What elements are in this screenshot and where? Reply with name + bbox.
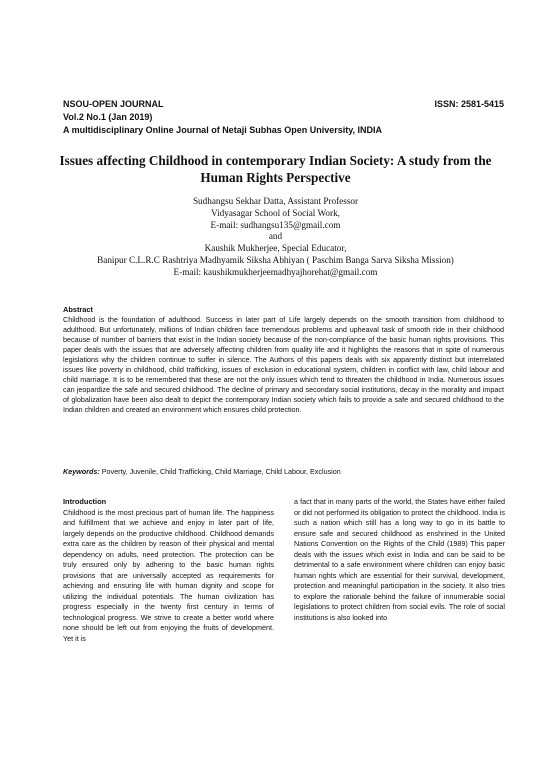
- author-1-name: Sudhangsu Sekhar Datta, Assistant Professor: [192, 196, 359, 206]
- title-line-2: Human Rights Perspective: [200, 170, 351, 185]
- keywords-line: [63, 467, 504, 476]
- keywords-label: Keywords:: [63, 467, 100, 476]
- journal-description: A multidisciplinary Online Journal of Netaji Subhas Open University, INDIA: [63, 125, 383, 135]
- author-conjunction: and: [268, 231, 283, 242]
- body-column-left: [63, 497, 274, 644]
- body-column-right: [294, 497, 505, 623]
- introduction-text-right: a fact that in many parts of the world, the States have either failed or did not performed its obligation to protect the childhood. India is such a nation which still has a long way to go in its battle to ensure safe and secured childhood as enshrined in the United Nations Convention on the Rights of the Child (1989) This paper deals with the issues which exist in India and can be said to be detrimental to a safe environment where children can enjoy basic human rights which are essential for their survival, development, protection and meaningful participation in the society. It also tries to explore the rationale behind the failure of innumerable social legislations to protect children from social evils. The role of social institutions is also looked into: [294, 497, 505, 622]
- journal-issn: ISSN: 2581-5415: [434, 99, 504, 109]
- journal-name: NSOU-OPEN JOURNAL: [63, 99, 164, 109]
- abstract-heading: Abstract: [63, 305, 93, 314]
- introduction-text-left: Childhood is the most precious part of human life. The happiness and fulfillment that we achieve and enjoy in later part of life, largely depends on the productive childhood. Childhood demands extra care as the children by reason of their physical and mental dependency on adults, need protection. The protection can be truly ensured only by adhering to the basic human rights provisions that are universally accepted as requirements for achieving and ensuring life with human dignity and scope for utilizing the individual potentials. The human civilization has progress especially in the twenty first century in terms of technological progress. We strive to create a better world where none should be left out from enjoying the fruits of development. Yet it is: [63, 507, 274, 643]
- abstract-section: [63, 305, 504, 416]
- journal-header: [63, 98, 504, 137]
- keywords-text: Poverty, Juvenile, Child Trafficking, Child Marriage, Child Labour, Exclusion: [101, 467, 341, 476]
- author-1-affiliation: Vidyasagar School of Social Work,: [211, 207, 340, 218]
- introduction-heading: Introduction: [63, 497, 107, 506]
- author-1-email: E-mail: sudhangsu135@gmail.com: [210, 219, 341, 230]
- author-2-name: Kaushik Mukherjee, Special Educator,: [204, 243, 347, 254]
- author-block: [40, 196, 511, 279]
- journal-volume: Vol.2 No.1 (Jan 2019): [63, 112, 153, 122]
- author-2-affiliation: Banipur C.L.R.C Rashtriya Madhyamik Siksha Abhiyan ( Paschim Banga Sarva Siksha Mission): [97, 254, 454, 265]
- abstract-text: Childhood is the foundation of adulthood. Success in later part of Life largely depends on the smooth transition from childhood to adulthood. But unfortunately, millions of Indian children face tremendous problems and upheaval task of smooth ride in their childhood because of number of barriers that exist in the Indian society because of the non-compliance of the basic human rights provisions. This paper deals with the issues that are adversely affecting children from quality life and it highlights the reasons that in spite of numerous legislations why the children continue to suffer in silence. The Authors of this papers deals with six apparently distinct but interrelated issues like poverty in childhood, child trafficking, issues of exclusion in educational system, children in conflict with law, child labour and child marriage. It is to be remembered that these are not the only issues which tend to threaten the childhood in India. Numerous issues can jeopardize the safe and secured childhood. The decline of primary and secondary social institutions, decay in the morality and impact of globalization have been also dealt to depict the contemporary Indian society which fails to provide a safe and secured childhood to the Indian children and created an environment which ensures child protection.: [63, 315, 504, 415]
- author-2-email: E-mail: kaushikmukherjeemadhyajhorehat@gmail.com: [173, 266, 378, 277]
- paper-title: [40, 152, 511, 186]
- title-line-1: Issues affecting Childhood in contemporary Indian Society: A study from the: [59, 153, 492, 168]
